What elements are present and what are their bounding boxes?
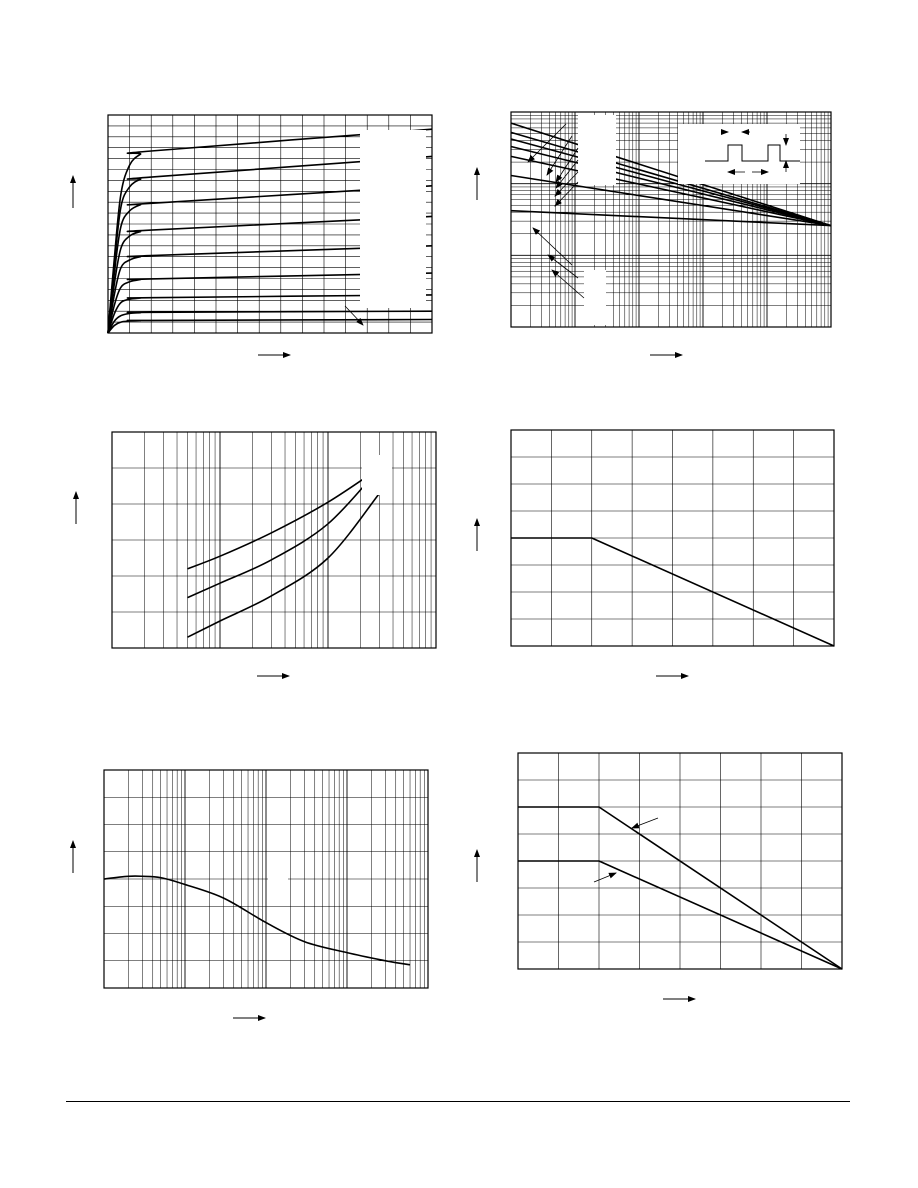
power-derating-chart — [511, 430, 834, 646]
legend-blank — [578, 115, 616, 185]
legend-blank — [584, 270, 606, 325]
leader-line — [632, 818, 658, 828]
series-line-response — [104, 876, 410, 965]
series-line-temp-3 — [188, 493, 380, 637]
pulse-inset-blank — [678, 124, 800, 184]
grid — [104, 770, 428, 988]
series-line-curve-1 — [108, 320, 432, 334]
legend-blank — [362, 455, 392, 495]
legend-blank — [360, 130, 426, 308]
legend-blank — [268, 878, 288, 892]
leader-line — [594, 873, 616, 882]
frequency-response-chart — [104, 770, 428, 988]
dual-derating-chart — [518, 753, 842, 969]
footer-rule — [66, 1101, 850, 1102]
